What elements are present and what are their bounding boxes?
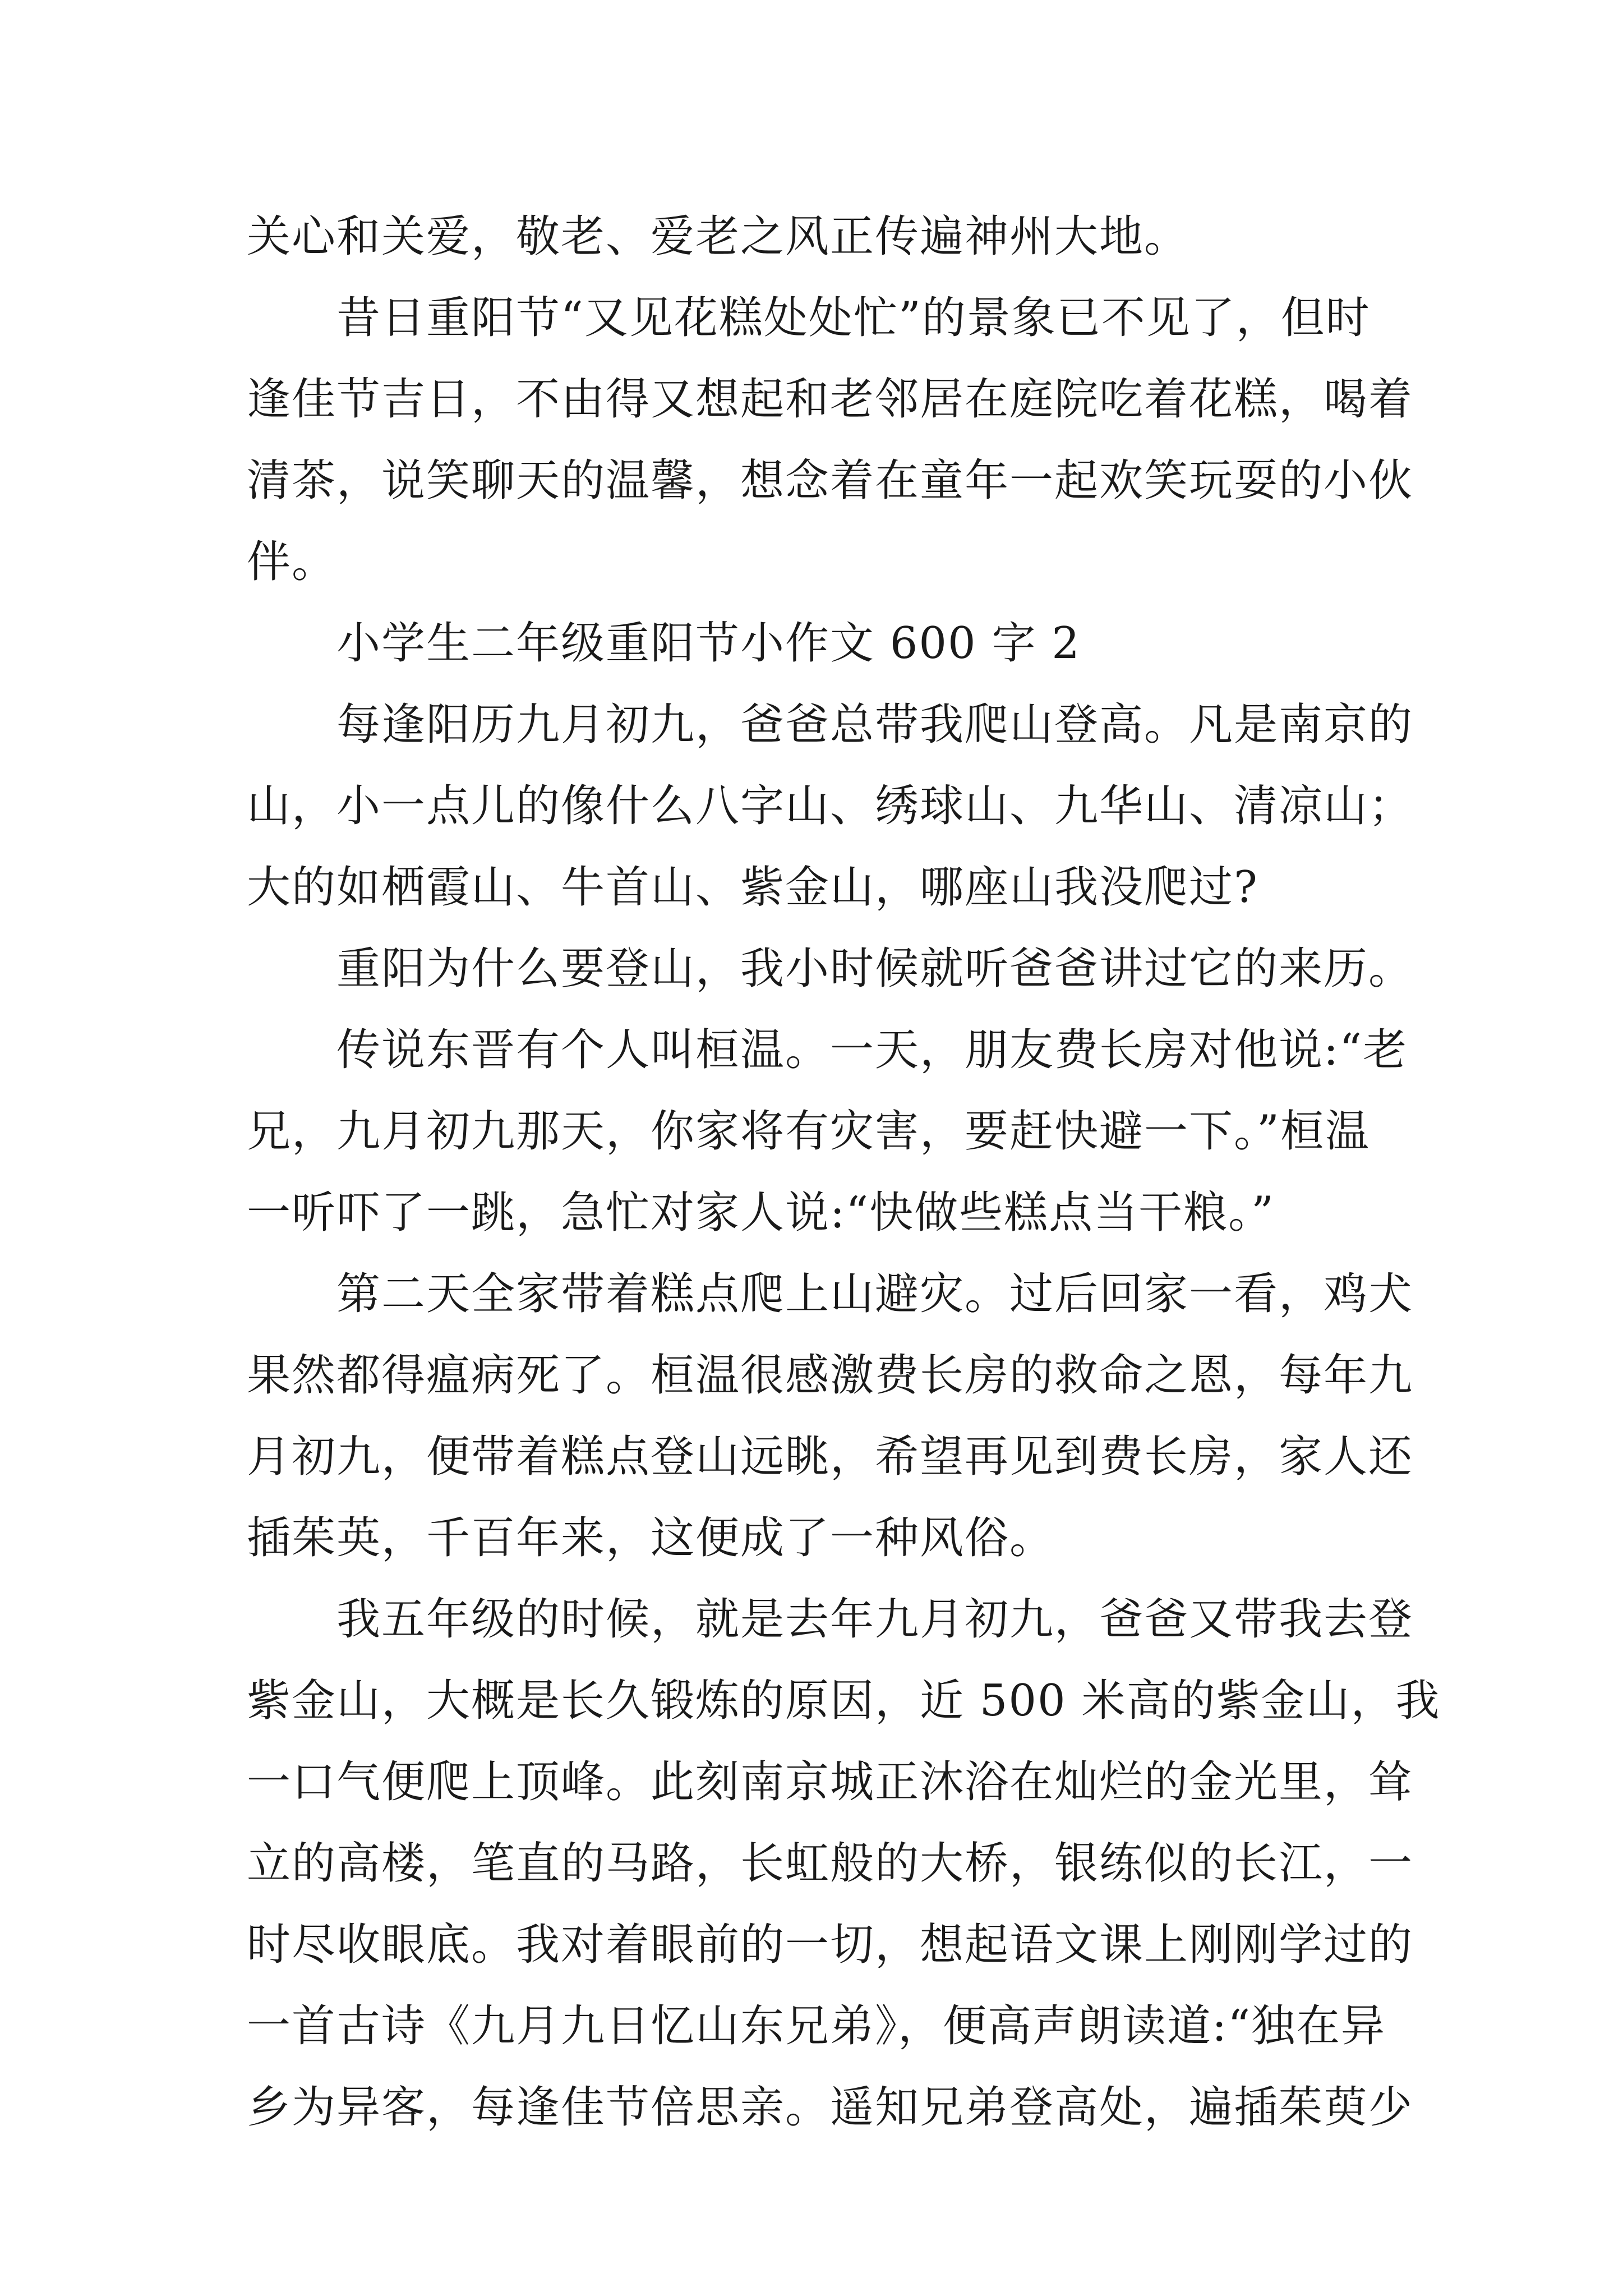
text-line: 我五年级的时候，就是去年九月初九，爸爸又带我去登 (336, 1594, 1414, 1645)
text-line: 果然都得瘟病死了。桓温很感激费长房的救命之恩，每年九 (247, 1350, 1414, 1401)
section-heading: 小学生二年级重阳节小作文 600 字 2 (336, 618, 1081, 669)
text-line: 每逢阳历九月初九，爸爸总带我爬山登高。凡是南京的 (336, 700, 1414, 750)
text-line: 紫金山，大概是长久锻炼的原因，近 500 米高的紫金山，我 (247, 1676, 1441, 1726)
text-line: 插茱英，千百年来，这便成了一种风俗。 (247, 1513, 1055, 1563)
text-line: 逢佳节吉日，不由得又想起和老邻居在庭院吃着花糕，喝着 (247, 374, 1414, 425)
text-line: 昔日重阳节“又见花糕处处忙”的景象已不见了，但时 (336, 293, 1371, 343)
text-line: 关心和关爱，敬老、爱老之风正传遍神州大地。 (247, 211, 1189, 262)
text-line: 一首古诗《九月九日忆山东兄弟》，便高声朗读道:“独在异 (247, 2001, 1386, 2051)
text-line: 月初九，便带着糕点登山远眺，希望再见到费长房，家人还 (247, 1432, 1414, 1482)
text-line: 一听吓了一跳，急忙对家人说:“快做些糕点当干粮。” (247, 1188, 1275, 1238)
text-line: 兄，九月初九那天，你家将有灾害，要赶快避一下。”桓温 (247, 1106, 1370, 1157)
text-line: 清茶，说笑聊天的温馨，想念着在童年一起欢笑玩耍的小伙 (247, 455, 1414, 506)
text-line: 第二天全家带着糕点爬上山避灾。过后回家一看，鸡犬 (336, 1269, 1414, 1319)
text-line: 伴。 (247, 537, 337, 587)
text-line: 一口气便爬上顶峰。此刻南京城正沐浴在灿烂的金光里，耸 (247, 1757, 1414, 1807)
text-line: 时尽收眼底。我对着眼前的一切，想起语文课上刚刚学过的 (247, 1920, 1414, 1970)
text-line: 传说东晋有个人叫桓温。一天，朋友费长房对他说:“老 (336, 1025, 1408, 1075)
text-line: 乡为异客，每逢佳节倍思亲。遥知兄弟登高处，遍插茱萸少 (247, 2082, 1414, 2133)
text-line: 山，小一点儿的像什么八字山、绣球山、九华山、清凉山； (247, 781, 1414, 831)
text-line: 大的如栖霞山、牛首山、紫金山，哪座山我没爬过? (247, 862, 1258, 913)
document-body (247, 196, 1441, 2148)
text-line: 重阳为什么要登山，我小时候就听爸爸讲过它的来历。 (336, 944, 1414, 994)
text-line: 立的高楼，笔直的马路，长虹般的大桥，银练似的长江，一 (247, 1838, 1414, 1889)
